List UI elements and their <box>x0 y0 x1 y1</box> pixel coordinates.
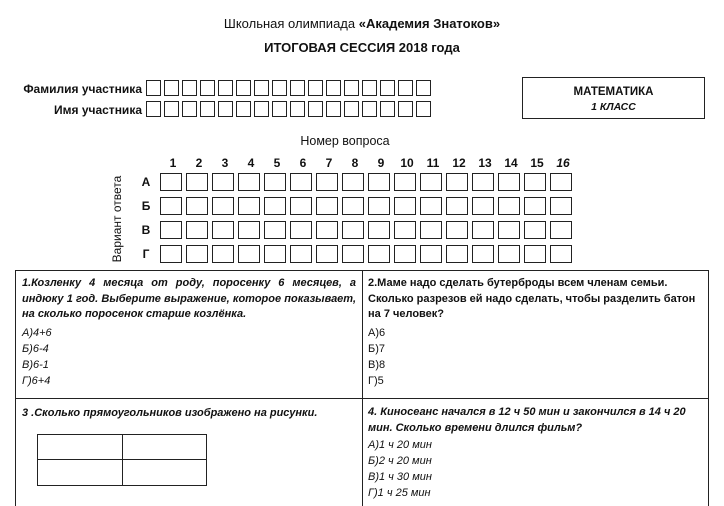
answer-checkbox[interactable] <box>342 245 364 263</box>
answer-checkbox[interactable] <box>160 221 182 239</box>
letter-cell[interactable] <box>326 101 341 117</box>
answer-letter: А <box>141 175 151 189</box>
answer-checkbox[interactable] <box>290 173 312 191</box>
question-number: 16 <box>556 156 570 170</box>
rectangles-figure <box>37 434 207 486</box>
answer-checkbox[interactable] <box>160 197 182 215</box>
letter-cell[interactable] <box>164 101 179 117</box>
question-number: 7 <box>325 156 333 170</box>
letter-cell[interactable] <box>344 101 359 117</box>
answer-checkbox[interactable] <box>290 197 312 215</box>
answer-checkbox[interactable] <box>212 197 234 215</box>
letter-cell[interactable] <box>326 80 341 96</box>
subject-grade: 1 КЛАСС <box>591 101 636 113</box>
olympiad-title: Школьная олимпиада «Академия Знатоков» <box>223 16 501 31</box>
question-number: 3 <box>221 156 229 170</box>
answer-checkbox[interactable] <box>524 197 546 215</box>
surname-label: Фамилия участника <box>23 82 142 96</box>
answer-checkbox[interactable] <box>342 221 364 239</box>
answer-checkbox[interactable] <box>420 245 442 263</box>
subject-box <box>522 77 705 119</box>
letter-cell[interactable] <box>416 80 431 96</box>
answer-checkbox[interactable] <box>368 245 390 263</box>
question-4-option[interactable]: В)1 ч 30 мин <box>368 471 432 483</box>
answer-checkbox[interactable] <box>394 221 416 239</box>
answer-checkbox[interactable] <box>186 197 208 215</box>
answer-checkbox[interactable] <box>524 173 546 191</box>
question-number: 6 <box>299 156 307 170</box>
answer-letter: В <box>141 223 151 237</box>
answer-checkbox[interactable] <box>446 245 468 263</box>
letter-cell[interactable] <box>236 101 251 117</box>
answer-variant-label: Вариант ответа <box>110 175 124 263</box>
answer-checkbox[interactable] <box>446 197 468 215</box>
answer-checkbox[interactable] <box>160 173 182 191</box>
answer-checkbox[interactable] <box>342 197 364 215</box>
answer-checkbox[interactable] <box>550 221 572 239</box>
answer-checkbox[interactable] <box>368 221 390 239</box>
letter-cell[interactable] <box>200 101 215 117</box>
question-3 <box>22 406 356 422</box>
answer-checkbox[interactable] <box>212 173 234 191</box>
question-number: 10 <box>400 156 414 170</box>
letter-cell[interactable] <box>146 101 161 117</box>
letter-cell[interactable] <box>182 101 197 117</box>
answer-checkbox[interactable] <box>342 173 364 191</box>
answer-checkbox[interactable] <box>420 197 442 215</box>
answer-checkbox[interactable] <box>394 173 416 191</box>
question-2-option[interactable]: Б)7 <box>368 342 385 355</box>
answer-checkbox[interactable] <box>186 245 208 263</box>
answer-checkbox[interactable] <box>498 197 520 215</box>
question-number-title: Номер вопроса <box>300 134 390 148</box>
question-4-text: 4. Киносеанс начался в 12 ч 50 мин и закончился в 14 ч 20 мин. Сколько времени длился фильм? <box>368 406 686 434</box>
answer-checkbox[interactable] <box>524 221 546 239</box>
answer-checkbox[interactable] <box>368 173 390 191</box>
letter-cell[interactable] <box>200 80 215 96</box>
answer-checkbox[interactable] <box>264 197 286 215</box>
letter-cell[interactable] <box>146 80 161 96</box>
answer-checkbox[interactable] <box>212 221 234 239</box>
question-1-option[interactable]: Б)6-4 <box>22 342 49 355</box>
letter-cell[interactable] <box>218 101 233 117</box>
answer-checkbox[interactable] <box>212 245 234 263</box>
answer-letter: Б <box>141 199 151 213</box>
question-2 <box>368 276 702 389</box>
answer-checkbox[interactable] <box>550 173 572 191</box>
letter-cell[interactable] <box>344 80 359 96</box>
answer-row <box>160 173 572 191</box>
letter-cell[interactable] <box>272 80 287 96</box>
answer-checkbox[interactable] <box>420 221 442 239</box>
letter-cell[interactable] <box>236 80 251 96</box>
question-number: 4 <box>247 156 255 170</box>
question-4-option[interactable]: Б)2 ч 20 мин <box>368 455 432 467</box>
name-field[interactable] <box>146 101 431 117</box>
letter-cell[interactable] <box>362 80 377 96</box>
letter-cell[interactable] <box>380 101 395 117</box>
answer-checkbox[interactable] <box>394 197 416 215</box>
letter-cell[interactable] <box>398 101 413 117</box>
answer-checkbox[interactable] <box>264 173 286 191</box>
question-1-option[interactable]: Г)6+4 <box>22 374 51 387</box>
question-1-text: 1.Козленку 4 месяца от роду, поросенку 6 месяцев, а индюку 1 год. Выберите выражение, которое показывает, на сколько поросенок старше козлёнка. <box>22 277 356 320</box>
letter-cell[interactable] <box>290 101 305 117</box>
answer-checkbox[interactable] <box>498 221 520 239</box>
question-2-option[interactable]: В)8 <box>368 358 386 371</box>
letter-cell[interactable] <box>272 101 287 117</box>
answer-checkbox[interactable] <box>238 173 260 191</box>
letter-cell[interactable] <box>308 101 323 117</box>
question-4-option[interactable]: А)1 ч 20 мин <box>368 439 432 451</box>
answer-checkbox[interactable] <box>550 245 572 263</box>
letter-cell[interactable] <box>398 80 413 96</box>
letter-cell[interactable] <box>254 101 269 117</box>
question-4-option[interactable]: Г)1 ч 25 мин <box>368 487 431 499</box>
question-number: 14 <box>504 156 518 170</box>
question-numbers <box>160 156 576 170</box>
question-2-option[interactable]: Г)5 <box>368 374 384 387</box>
question-1-option[interactable]: В)6-1 <box>22 358 49 371</box>
table-divider-vertical <box>362 270 363 506</box>
answer-checkbox[interactable] <box>368 197 390 215</box>
question-number: 5 <box>273 156 281 170</box>
question-number: 8 <box>351 156 359 170</box>
question-number: 15 <box>530 156 544 170</box>
answer-checkbox[interactable] <box>160 245 182 263</box>
letter-cell[interactable] <box>254 80 269 96</box>
answer-checkbox[interactable] <box>316 173 338 191</box>
surname-field[interactable] <box>146 80 431 96</box>
answer-checkbox[interactable] <box>446 221 468 239</box>
question-2-text: 2.Маме надо сделать бутерброды всем членам семьи. Сколько разрезов ей надо сделать, чтобы разделить батон на 7 человек? <box>368 277 696 320</box>
answer-checkbox[interactable] <box>472 197 494 215</box>
letter-cell[interactable] <box>290 80 305 96</box>
answer-checkbox[interactable] <box>472 173 494 191</box>
letter-cell[interactable] <box>164 80 179 96</box>
answer-checkbox[interactable] <box>238 245 260 263</box>
answer-row <box>160 245 572 263</box>
answer-checkbox[interactable] <box>264 245 286 263</box>
answer-checkbox[interactable] <box>524 245 546 263</box>
answer-checkbox[interactable] <box>186 221 208 239</box>
table-divider-horizontal <box>15 398 709 399</box>
answer-checkbox[interactable] <box>420 173 442 191</box>
answer-checkbox[interactable] <box>472 245 494 263</box>
answer-letter: Г <box>142 247 150 261</box>
question-1-option[interactable]: А)4+6 <box>22 326 52 339</box>
answer-checkbox[interactable] <box>238 197 260 215</box>
answer-checkbox[interactable] <box>446 173 468 191</box>
answer-row <box>160 221 572 239</box>
answer-row <box>160 197 572 215</box>
answer-checkbox[interactable] <box>472 221 494 239</box>
letter-cell[interactable] <box>362 101 377 117</box>
letter-cell[interactable] <box>182 80 197 96</box>
answer-checkbox[interactable] <box>498 245 520 263</box>
question-number: 13 <box>478 156 492 170</box>
letter-cell[interactable] <box>308 80 323 96</box>
name-label: Имя участника <box>53 103 142 117</box>
answer-checkbox[interactable] <box>550 197 572 215</box>
answer-checkbox[interactable] <box>264 221 286 239</box>
letter-cell[interactable] <box>218 80 233 96</box>
question-number: 12 <box>452 156 466 170</box>
session-subtitle: ИТОГОВАЯ СЕССИЯ 2018 года <box>264 40 460 55</box>
answer-checkbox[interactable] <box>186 173 208 191</box>
letter-cell[interactable] <box>416 101 431 117</box>
question-number: 9 <box>377 156 385 170</box>
answer-checkbox[interactable] <box>316 245 338 263</box>
question-number: 1 <box>169 156 177 170</box>
question-4 <box>368 405 702 501</box>
answer-checkbox[interactable] <box>316 221 338 239</box>
letter-cell[interactable] <box>380 80 395 96</box>
question-1 <box>22 276 356 389</box>
answer-checkbox[interactable] <box>394 245 416 263</box>
question-number: 2 <box>195 156 203 170</box>
answer-checkbox[interactable] <box>290 221 312 239</box>
question-2-option[interactable]: А)6 <box>368 326 386 339</box>
question-number: 11 <box>426 156 440 170</box>
answer-checkbox[interactable] <box>316 197 338 215</box>
subject-name: МАТЕМАТИКА <box>573 86 654 98</box>
question-3-text: 3 .Сколько прямоугольников изображено на рисунки. <box>22 407 318 419</box>
answer-checkbox[interactable] <box>290 245 312 263</box>
answer-checkbox[interactable] <box>498 173 520 191</box>
answer-checkbox[interactable] <box>238 221 260 239</box>
